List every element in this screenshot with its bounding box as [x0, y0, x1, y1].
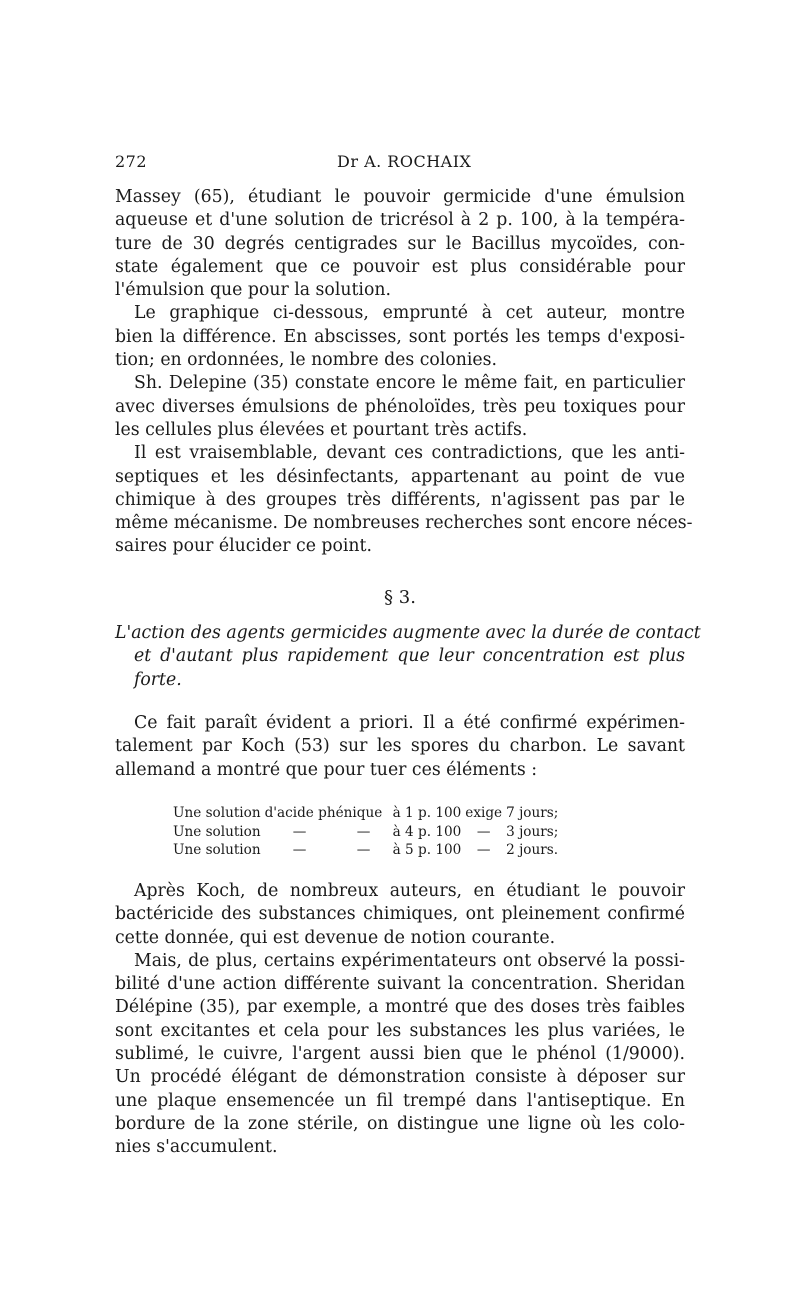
table-cell: à 5 p. 100: [392, 842, 462, 858]
text-line: state également que ce pouvoir est plus considérable pour: [115, 256, 685, 277]
text-line: allemand a montré que pour tuer ces éléments :: [115, 759, 538, 780]
text-line: Délépine (35), par exemple, a montré que des doses très faibles: [115, 997, 685, 1018]
text-line: une plaque ensemencée un fil trempé dans l'antiseptique. En: [115, 1090, 685, 1111]
text-line: bien la différence. En abscisses, sont portés les temps d'exposi-: [115, 326, 685, 347]
text-line: Il est vraisemblable, devant ces contradictions, que les anti-: [134, 443, 685, 464]
heading-line: L'action des agents germicides augmente avec la durée de contact: [115, 623, 701, 643]
table-cell: —: [356, 823, 371, 840]
section-mark: § 3.: [384, 587, 416, 608]
page-number: 272: [115, 152, 148, 171]
table-cell: exige: [465, 805, 503, 821]
table-cell: —: [356, 842, 371, 858]
table-cell: à 1 p. 100: [392, 805, 462, 821]
text-line: l'émulsion que pour la solution.: [115, 280, 391, 301]
table-cell: —: [476, 823, 491, 840]
paragraph-massey: [115, 186, 693, 559]
table-cell: —: [292, 842, 307, 858]
text-line: septiques et les désinfectants, appartenant au point de vue: [115, 466, 685, 487]
heading-line: forte.: [134, 669, 182, 690]
text-line: nies s'accumulent.: [115, 1137, 278, 1158]
text-line: Ce fait paraît évident a priori. Il a été confirmé expérimen-: [134, 713, 685, 733]
heading-line: et d'autant plus rapidement que leur concentration est plus: [134, 646, 685, 667]
running-head: Dr A. ROCHAIX: [337, 152, 472, 171]
table-row: [173, 841, 562, 860]
text-line: sont excitantes et cela pour les substances les plus variées, le: [115, 1020, 685, 1041]
table-cell: 3 jours;: [506, 823, 559, 840]
text-line: bactéricide des substances chimiques, ont pleinement confirmé: [115, 904, 685, 925]
table-cell: —: [476, 842, 491, 858]
text-line: talement par Koch (53) sur les spores du charbon. Le savant: [115, 736, 685, 757]
text-line: même mécanisme. De nombreuses recherches sont encore néces-: [115, 513, 693, 534]
text-line: Un procédé élégant de démonstration consiste à déposer sur: [115, 1067, 685, 1088]
table-cell: 7 jours;: [506, 805, 559, 821]
table-cell: d'acide phénique: [264, 805, 383, 821]
text-line: saires pour élucider ce point.: [115, 536, 372, 557]
section-heading: [115, 622, 701, 692]
text-line: tion; en ordonnées, le nombre des colonies.: [115, 350, 497, 371]
table-cell: 2 jours.: [506, 842, 559, 858]
text-line: Mais, de plus, certains expérimentateurs ont observé la possi-: [134, 950, 685, 971]
table-row: [173, 823, 562, 842]
table-cell: Une solution: [173, 823, 261, 840]
text-line: ture de 30 degrés centigrades sur le Bacillus mycoïdes, con-: [115, 233, 685, 254]
table-cell: Une solution: [173, 805, 261, 821]
text-line: bordure de la zone stérile, on distingue une ligne où les colo-: [115, 1113, 685, 1134]
text-line: Le graphique ci-dessous, emprunté à cet auteur, montre: [134, 303, 685, 324]
page-header: [115, 152, 685, 176]
paragraph-koch: [115, 712, 685, 782]
text-line: sublimé, le cuivre, l'argent aussi bien que le phénol (1/9000).: [115, 1044, 685, 1065]
table-cell: —: [292, 823, 307, 840]
text-line: chimique à des groupes très différents, n'agissent pas par le: [115, 489, 685, 510]
text-line: Sh. Delepine (35) constate encore le même fait, en particulier: [134, 373, 685, 394]
table-cell: à 4 p. 100: [392, 823, 462, 840]
text-line: cette donnée, qui est devenue de notion courante.: [115, 927, 556, 948]
text-line: avec diverses émulsions de phénoloïdes, très peu toxiques pour: [115, 396, 685, 417]
table-cell: Une solution: [173, 842, 261, 858]
text-line: bilité d'une action différente suivant la concentration. Sheridan: [115, 974, 685, 995]
text-line: les cellules plus élevées et pourtant très actifs.: [115, 419, 528, 440]
text-line: Après Koch, de nombreux auteurs, en étudiant le pouvoir: [134, 881, 685, 901]
text-line: Massey (65), étudiant le pouvoir germicide d'une émulsion: [115, 187, 685, 207]
paragraph-after-koch: [115, 880, 685, 1160]
table-row: [173, 804, 562, 823]
koch-results-table: [173, 804, 562, 860]
text-line: aqueuse et d'une solution de tricrésol à 2 p. 100, à la tempéra-: [115, 210, 685, 231]
